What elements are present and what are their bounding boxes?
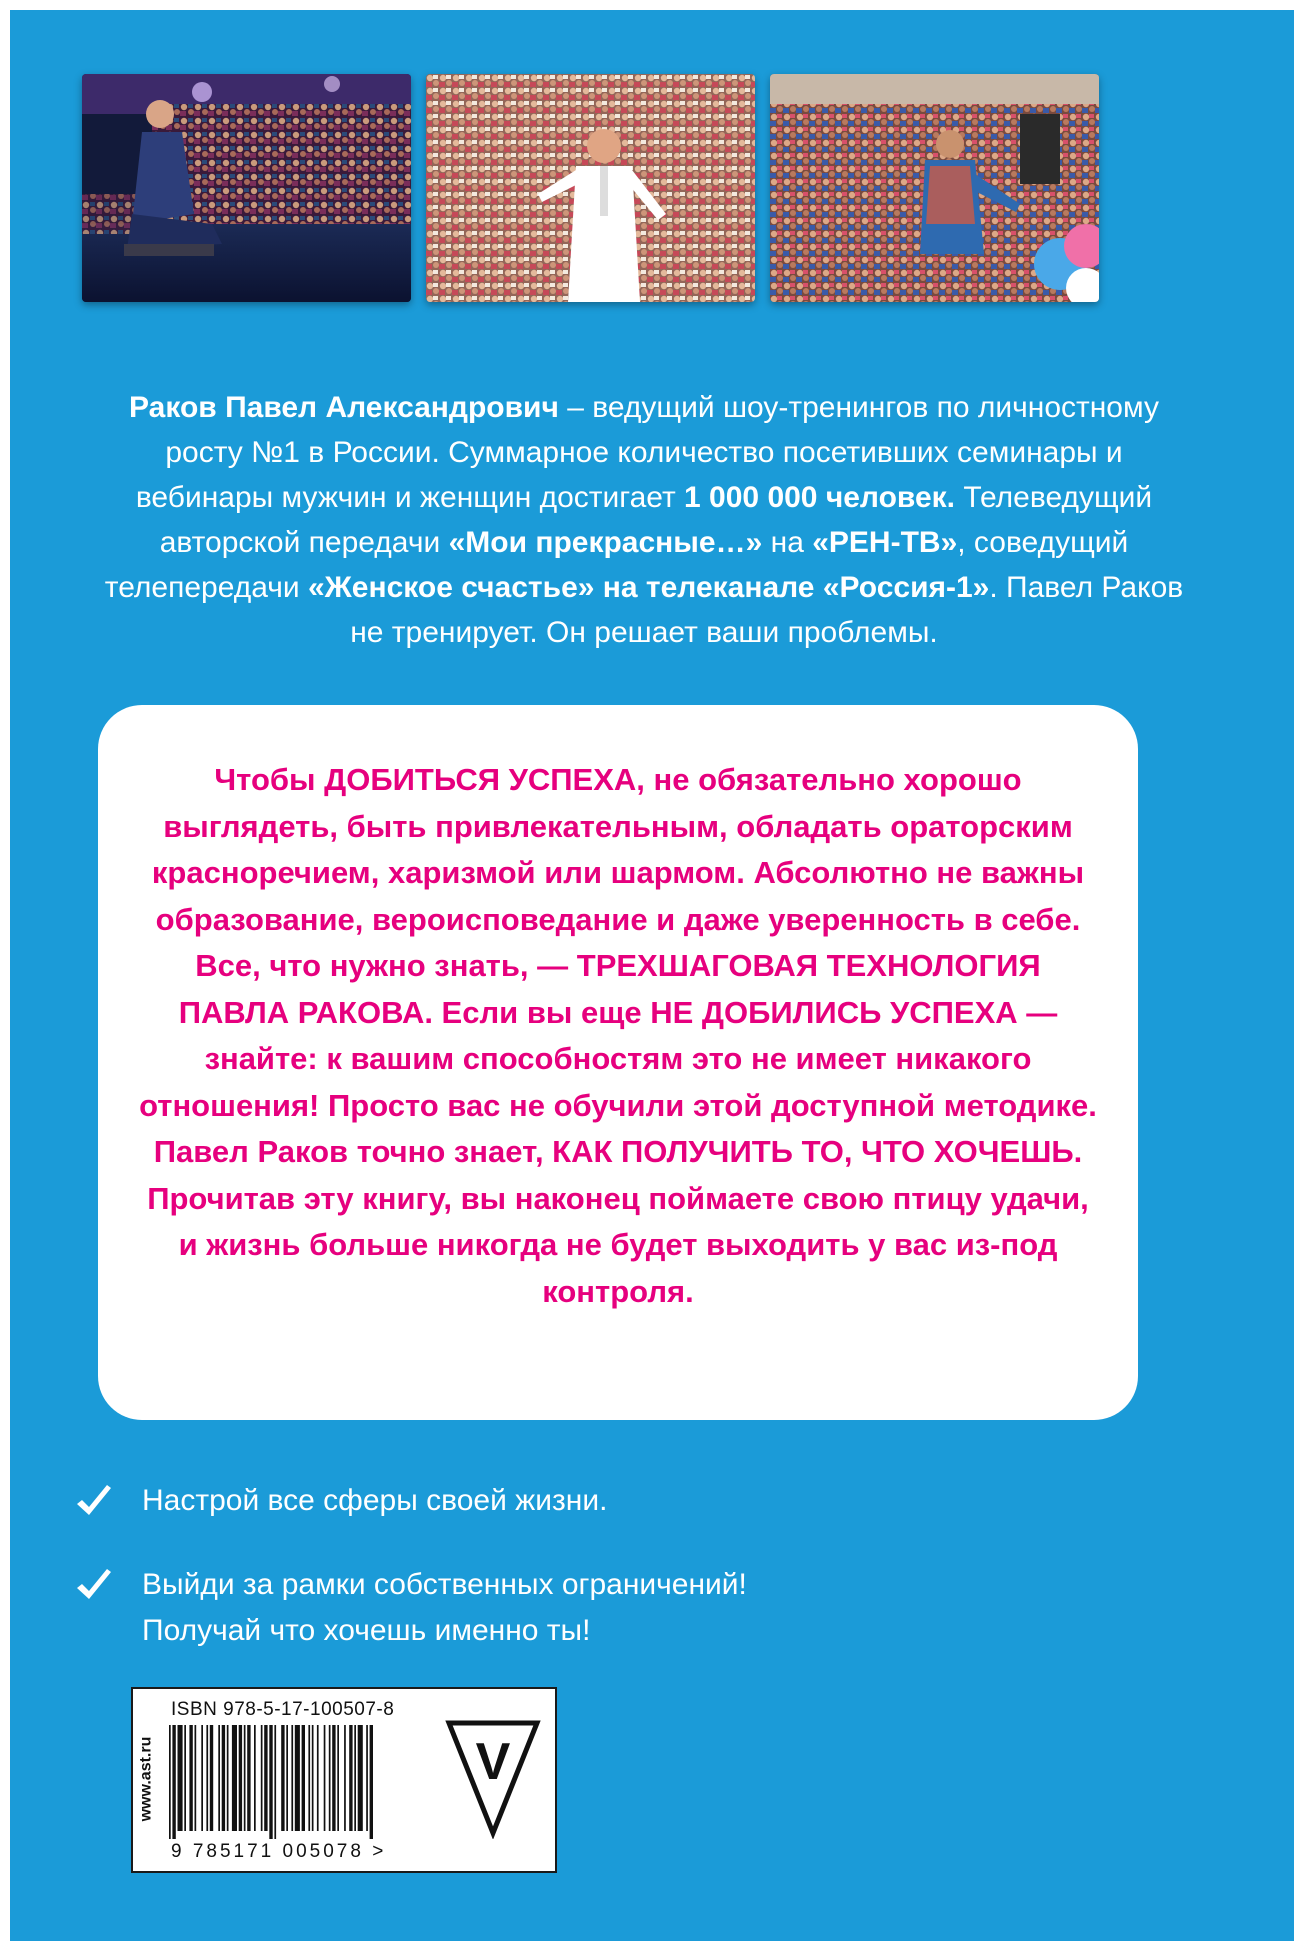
- bullet-text-1: Настрой все сферы своей жизни.: [142, 1484, 608, 1517]
- isbn-label: ISBN 978-5-17-100507-8: [171, 1699, 395, 1720]
- checkmark-icon: [74, 1482, 114, 1522]
- barcode-bar: [354, 1725, 356, 1831]
- barcode-bar: [210, 1725, 213, 1831]
- bio-audience-count: 1 000 000 человек.: [684, 481, 955, 514]
- barcode-panel: [131, 1687, 557, 1873]
- barcode-bar: [324, 1725, 326, 1831]
- barcode-bar: [281, 1725, 284, 1831]
- barcode-bar: [244, 1725, 246, 1831]
- bio-cohost-show: «Женское счастье» на телеканале «Россия-1»: [307, 571, 990, 604]
- barcode-bar: [201, 1725, 203, 1831]
- barcode-bar: [286, 1725, 288, 1831]
- barcode-bar: [195, 1725, 197, 1831]
- book-back-cover: [10, 10, 1294, 1941]
- barcode-bar: [247, 1725, 250, 1831]
- bio-channel-ren: «РЕН-ТВ»: [812, 526, 958, 559]
- promo-card: [98, 705, 1138, 1420]
- barcode-bar: [337, 1725, 339, 1831]
- barcode-image: [169, 1725, 437, 1839]
- bio-show-title: «Мои прекрасные…»: [448, 526, 763, 559]
- barcode-bar: [329, 1725, 331, 1831]
- age-rating-triangle-icon: [445, 1717, 541, 1839]
- barcode-bar: [344, 1725, 346, 1831]
- barcode-bar: [349, 1725, 352, 1831]
- barcode-bar: [370, 1725, 373, 1839]
- barcode-bar: [295, 1725, 300, 1831]
- bio-text-3: Телеведущий авторской передачи: [159, 481, 1153, 559]
- barcode-bar: [169, 1725, 171, 1839]
- barcode-bar: [269, 1725, 272, 1839]
- barcode-bar: [239, 1725, 242, 1831]
- bio-text-9: . Павел Раков не тренирует. Он решает ваши проблемы.: [350, 571, 1184, 649]
- barcode-bar: [358, 1725, 363, 1831]
- barcode-bar: [317, 1725, 319, 1831]
- author-name: Раков Павел Александрович: [129, 391, 559, 424]
- speaker-in-crowd-photo: [770, 74, 1099, 302]
- barcode-bar: [332, 1725, 335, 1831]
- bio-text-5: на: [762, 526, 813, 559]
- barcode-bar: [227, 1725, 229, 1831]
- checkmark-icon: [74, 1566, 114, 1606]
- bullet-text-2a: Выйди за рамки собственных ограничений!: [142, 1568, 747, 1601]
- barcode-bar: [308, 1725, 310, 1831]
- barcode-bar: [366, 1725, 368, 1831]
- barcode-bar: [232, 1725, 237, 1831]
- bullet-text-2b: Получай что хочешь именно ты!: [142, 1614, 591, 1647]
- barcode-bar: [264, 1725, 267, 1831]
- promo-text: Чтобы ДОБИТЬСЯ УСПЕХА, не обязательно хорошо выглядеть, быть привлекательным, обладать ораторским красноречием, харизмой или шармом. Абсолютно не важны образование, вероисповедание и даже уверенность в себе. Все, что нужно знать, — ТРЕХШАГОВАЯ ТЕХНОЛОГИЯ ПАВЛА РАКОВА. Если вы еще НЕ ДОБИЛИСЬ УСПЕХА — знайте: к вашим способностям это не имеет никакого отношения! Просто вас не обучили этой доступной методике. Павел Раков точно знает, КАК ПОЛУЧИТЬ ТО, ЧТО ХОЧЕШЬ. Прочитав эту книгу, вы наконец поймаете свою птицу удачи, и жизнь больше никогда не будет выходить у вас из-под контроля.: [139, 762, 1097, 1309]
- barcode-bar: [222, 1725, 225, 1831]
- barcode-digits: 9 785171 005078 >: [171, 1841, 387, 1862]
- barcode-bar: [261, 1725, 263, 1831]
- barcode-bar: [172, 1725, 175, 1839]
- speaker-on-stage-photo: [82, 74, 411, 302]
- barcode-bar: [274, 1725, 276, 1839]
- barcode-bar: [302, 1725, 305, 1831]
- age-mark: V: [475, 1733, 511, 1791]
- author-bio: [104, 385, 1184, 655]
- publisher-website-text: www.ast.ru: [137, 1736, 155, 1822]
- bio-text-1: – ведущий шоу-тренингов по личностному росту №1 в России. Суммарное количество посетивших семинары и вебинары мужчин и женщин достигает: [135, 391, 1159, 514]
- bullet-item-1: [74, 1478, 607, 1524]
- publisher-website: [135, 1691, 157, 1867]
- barcode-bar: [178, 1725, 183, 1831]
- barcode-bar: [312, 1725, 314, 1831]
- bio-text-7: , соведущий телепередачи: [104, 526, 1129, 604]
- barcode-bar: [189, 1725, 192, 1831]
- bullet-item-2: [74, 1562, 747, 1654]
- speaker-with-audience-photo: [426, 74, 755, 302]
- barcode-bar: [206, 1725, 208, 1831]
- barcode-bar: [291, 1725, 293, 1831]
- barcode-bar: [184, 1725, 186, 1831]
- barcode-bar: [218, 1725, 220, 1831]
- barcode-bar: [254, 1725, 256, 1831]
